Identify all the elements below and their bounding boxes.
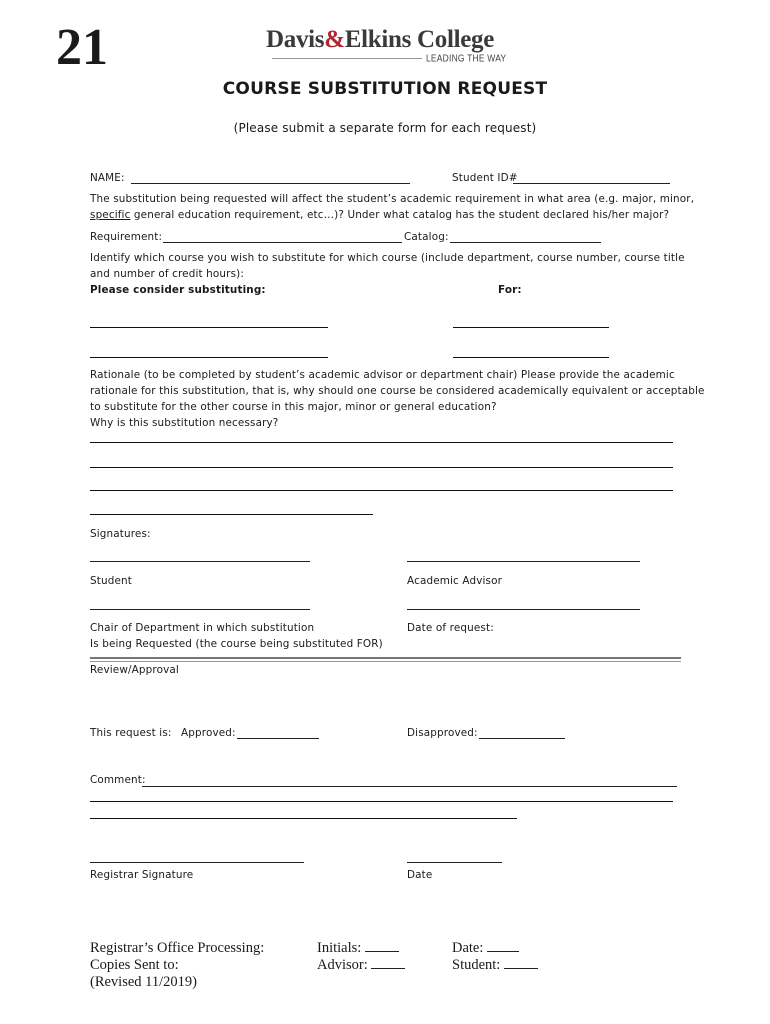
substitute-course-field-1[interactable] (90, 327, 328, 328)
signatures-heading: Signatures: (90, 528, 151, 540)
student-id-label: Student ID# (452, 172, 518, 184)
page-number: 21 (56, 19, 108, 76)
requirement-question-line1: The substitution being requested will affect the student’s academic requirement in what area (e.g. major, minor, (90, 193, 695, 205)
substituting-label: Please consider substituting: (90, 284, 266, 296)
rationale-line3: to substitute for the other course in this major, minor or general education? (90, 401, 497, 413)
request-status-label: This request is: (90, 727, 172, 739)
college-logo (266, 26, 518, 70)
copies-sent-label: Copies Sent to: (90, 957, 179, 973)
student-signature-field[interactable] (90, 561, 310, 562)
initials-label: Initials: (317, 940, 362, 956)
chair-signature-field[interactable] (90, 609, 310, 610)
chair-signature-label-line1: Chair of Department in which substitution (90, 622, 315, 634)
name-label: NAME: (90, 172, 125, 184)
registrar-signature-field[interactable] (90, 862, 304, 863)
chair-signature-label-line2: Is being Requested (the course being substituted FOR) (90, 638, 383, 650)
rationale-line2: rationale for this substitution, that is, why should one course be considered academically equivalent or acceptable (90, 385, 705, 397)
footer-date-field[interactable] (487, 950, 519, 952)
section-divider-top (90, 657, 681, 659)
registrar-signature-label: Registrar Signature (90, 869, 194, 881)
form-title: COURSE SUBSTITUTION REQUEST (222, 79, 548, 99)
footer-advisor-field[interactable] (371, 967, 405, 969)
initials-block (317, 940, 405, 974)
office-processing-block (90, 940, 264, 991)
comment-field-line-1[interactable] (142, 786, 677, 787)
comment-field-line-3[interactable] (90, 818, 517, 819)
comment-label: Comment: (90, 774, 146, 786)
logo-tagline-rule (272, 58, 422, 59)
approved-label: Approved: (181, 727, 236, 739)
rationale-line1: Rationale (to be completed by student’s academic advisor or department chair) Please provide the academic (90, 369, 675, 381)
rationale-field-line-1[interactable] (90, 442, 673, 443)
footer-student-field[interactable] (504, 967, 538, 969)
office-processing-label: Registrar’s Office Processing: (90, 940, 265, 956)
for-course-field-1[interactable] (453, 327, 609, 328)
student-signature-label: Student (90, 575, 132, 587)
date-of-request-label: Date of request: (407, 622, 494, 634)
requirement-label: Requirement: (90, 231, 163, 243)
rationale-field-line-3[interactable] (90, 490, 673, 491)
section-divider-bottom (90, 661, 681, 662)
revision-date: (Revised 11/2019) (90, 974, 197, 990)
registrar-date-label: Date (407, 869, 433, 881)
form-subtitle: (Please submit a separate form for each request) (233, 121, 537, 135)
name-field[interactable] (131, 183, 410, 184)
advisor-signature-field[interactable] (407, 561, 640, 562)
advisor-signature-label: Academic Advisor (407, 575, 503, 587)
catalog-label: Catalog: (404, 231, 449, 243)
requirement-field[interactable] (163, 242, 402, 243)
review-approval-heading: Review/Approval (90, 664, 179, 676)
requirement-question-line2: specific general education requirement, etc…)? Under what catalog has the student declared his/her major? (90, 209, 670, 221)
course-instruction-line2: and number of credit hours): (90, 268, 245, 280)
footer-student-label: Student: (452, 957, 501, 973)
date-block (452, 940, 538, 974)
footer-date-label: Date: (452, 940, 484, 956)
date-of-request-field[interactable] (407, 609, 640, 610)
logo-wordmark: Davis&Elkins College (266, 26, 495, 53)
substitute-course-field-2[interactable] (90, 357, 328, 358)
course-instruction-line1: Identify which course you wish to substitute for which course (include department, course number, course title (90, 252, 685, 264)
comment-field-line-2[interactable] (90, 801, 673, 802)
approved-field[interactable] (237, 738, 319, 739)
catalog-field[interactable] (450, 242, 601, 243)
rationale-field-line-2[interactable] (90, 467, 673, 468)
rationale-field-line-4[interactable] (90, 514, 373, 515)
footer-advisor-label: Advisor: (317, 957, 368, 973)
registrar-date-field[interactable] (407, 862, 502, 863)
for-course-field-2[interactable] (453, 357, 609, 358)
student-id-field[interactable] (513, 183, 670, 184)
disapproved-field[interactable] (479, 738, 565, 739)
rationale-line4: Why is this substitution necessary? (90, 417, 279, 429)
disapproved-label: Disapproved: (407, 727, 478, 739)
for-label: For: (498, 284, 522, 296)
logo-tagline: LEADING THE WAY (426, 52, 507, 64)
initials-field[interactable] (365, 950, 399, 952)
